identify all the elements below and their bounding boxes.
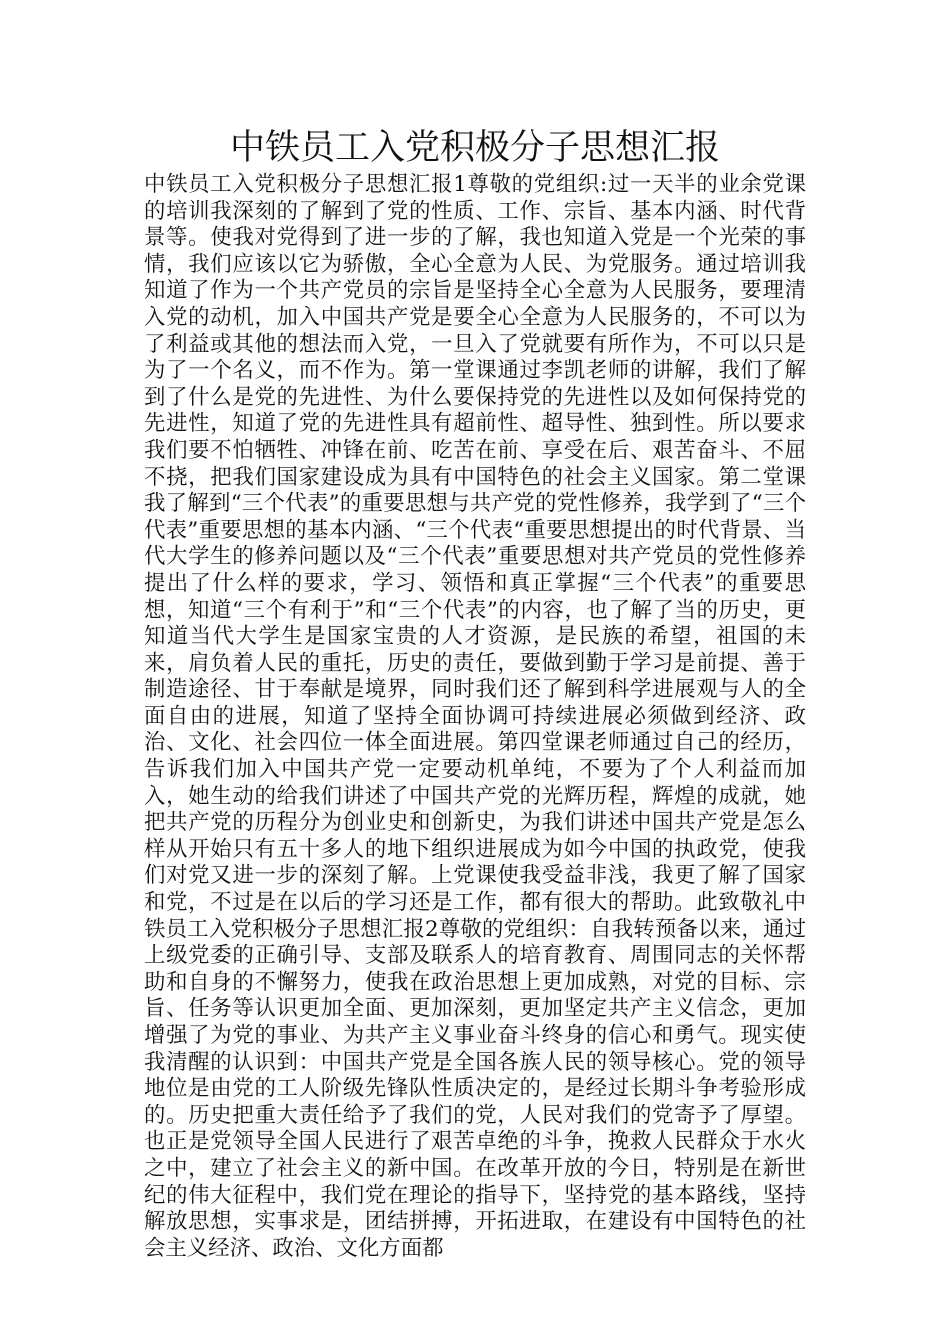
document-body: 中铁员工入党积极分子思想汇报1尊敬的党组织:过一天半的业余党课的培训我深刻的了解到了党的性质、工作、宗旨、基本内涵、时代背景等。使我对党得到了进一步的了解，我也知道入党是一个光荣的事情，我们应该以它为骄傲，全心全意为人民、为党服务。通过培训我知道了作为一个共产党员的宗旨是坚持全心全意为人民服务，要理清入党的动机，加入中国共产党是要全心全意为人民服务的，不可以为了利益或其他的想法而入党，一旦入了党就要有所作为，不可以只是为了一个名义，而不作为。第一堂课通过李凯老师的讲解，我们了解到了什么是党的先进性、为什么要保持党的先进性以及如何保持党的先进性，知道了党的先进性具有超前性、超导性、独到性。所以要求我们要不怕牺牲、冲锋在前、吃苦在前、享受在后、艰苦奋斗、不屈不挠，把我们国家建设成为具有中国特色的社会主义国家。第二堂课我了解到“三个代表”的重要思想与共产党的党性修养，我学到了“三个代表”重要思想的基本内涵、“三个代表“重要思想提出的时代背景、当代大学生的修养问题以及“三个代表”重要思想对共产党员的党性修养提出了什么样的要求，学习、领悟和真正掌握“三个代表”的重要思想，知道“三个有利于”和“三个代表”的内容，也了解了当的历史，更知道当代大学生是国家宝贵的人才资源，是民族的希望，祖国的未来，肩负着人民的重托，历史的责任，要做到勤于学习是前提、善于制造途径、甘于奉献是境界，同时我们还了解到科学进展观与人的全面自由的进展，知道了坚持全面协调可持续进展必须做到经济、政治、文化、社会四位一体全面进展。第四堂课老师通过自己的经历，告诉我们加入中国共产党一定要动机单纯，不要为了个人利益而加入，她生动的给我们讲述了中国共产党的光辉历程，辉煌的成就，她把共产党的历程分为创业史和创新史，为我们讲述中国共产党是怎么样从开始只有五十多人的地下组织进展成为如今中国的执政党，使我们对党又进一步的深刻了解。上党课使我受益非浅，我更了解了国家和党，不过是在以后的学习还是工作，都有很大的帮助。此致敬礼中铁员工入党积极分子思想汇报2尊敬的党组织：自我转预备以来，通过上级党委的正确引导、支部及联系人的培育教育、周围同志的关怀帮助和自身的不懈努力，使我在政治思想上更加成熟，对党的目标、宗旨、任务等认识更加全面、更加深刻，更加坚定共产主义信念，更加增强了为党的事业、为共产主义事业奋斗终身的信心和勇气。现实使我清醒的认识到：中国共产党是全国各族人民的领导核心。党的领导地位是由党的工人阶级先锋队性质决定的，是经过长期斗争考验形成的。历史把重大责任给予了我们的党，人民对我们的党寄予了厚望。也正是党领导全国人民进行了艰苦卓绝的斗争，挽救人民群众于水火之中，建立了社会主义的新中国。在改革开放的今日，特别是在新世纪的伟大征程中，我们党在理论的指导下，坚持党的基本路线，坚持解放思想，实事求是，团结拼搏，开拓进取，在建设有中国特色的社会主义经济、政治、文化方面都 — [144, 172, 806, 1261]
document-title: 中铁员工入党积极分子思想汇报 — [229, 128, 720, 168]
